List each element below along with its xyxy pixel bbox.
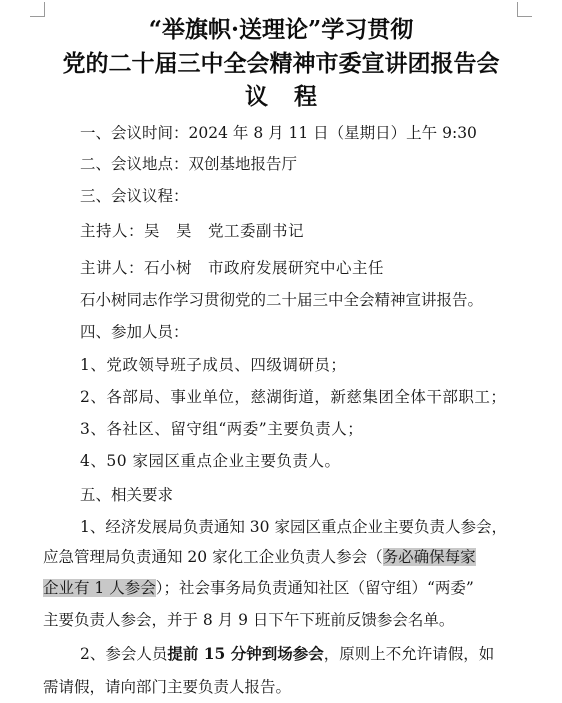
agenda-host: 主持人：吴 昊 党工委副书记 xyxy=(80,222,305,240)
meeting-time-label: 一、会议时间： xyxy=(80,124,189,142)
requirement-2-text-a: 2、参会人员 xyxy=(80,645,168,663)
meeting-place-row xyxy=(80,152,297,174)
requirements-label: 五、相关要求 xyxy=(80,486,174,504)
requirement-1-highlight-b: 企业有 1 人参会 xyxy=(43,579,156,597)
meeting-place-value: 双创基地报告厅 xyxy=(188,155,298,173)
meeting-time-row xyxy=(80,121,477,143)
attendee-item: 2、各部局、事业单位，慈湖街道，新慈集团全体干部职工； xyxy=(80,388,507,406)
requirement-1-line-3-text: ）；社会事务局负责通知社区（留守组）“两委” xyxy=(155,579,474,597)
agenda-speaker: 主讲人：石小树 市政府发展研究中心主任 xyxy=(80,259,385,277)
requirement-2-text-b: ，原则上不允许请假，如 xyxy=(323,645,495,663)
requirement-2-bold-text: 提前 15 分钟到场参会 xyxy=(167,644,324,663)
title-line-2: 党的二十届三中全会精神市委宣讲团报告会 xyxy=(62,50,500,77)
requirement-2-line-2: 需请假，请向部门主要负责人报告。 xyxy=(43,678,292,696)
requirement-2-line-1 xyxy=(80,642,494,664)
requirement-1-line-1: 1、经济发展局负责通知 30 家园区重点企业主要负责人参会， xyxy=(80,518,507,536)
requirement-1-line-2 xyxy=(43,545,476,567)
attendee-item: 1、党政领导班子成员、四级调研员； xyxy=(80,356,347,374)
requirement-1-line-4: 主要负责人参会，并于 8 月 9 日下午下班前反馈参会名单。 xyxy=(43,611,455,629)
attendee-item: 3、各社区、留守组“两委”主要负责人； xyxy=(80,420,364,438)
meeting-place-label: 二、会议地点： xyxy=(80,155,189,173)
meeting-agenda-label: 三、会议议程： xyxy=(80,187,189,205)
attendees-label: 四、参加人员： xyxy=(80,323,189,341)
meeting-time-value: 2024 年 8 月 11 日（星期日）上午 9:30 xyxy=(188,124,477,142)
attendee-item: 4、50 家园区重点企业主要负责人。 xyxy=(80,452,341,470)
requirement-1-line-2-text: 应急管理局负责通知 20 家化工企业负责人参会（ xyxy=(43,548,383,566)
requirement-1-line-3 xyxy=(43,576,474,598)
requirement-1-highlight-a: 务必确保每家 xyxy=(382,548,476,566)
title-line-1: “举旗帜·送理论”学习贯彻 xyxy=(148,16,414,43)
agenda-content: 石小树同志作学习贯彻党的二十届三中全会精神宣讲报告。 xyxy=(80,291,484,309)
title-line-3: 议程 xyxy=(245,83,343,110)
